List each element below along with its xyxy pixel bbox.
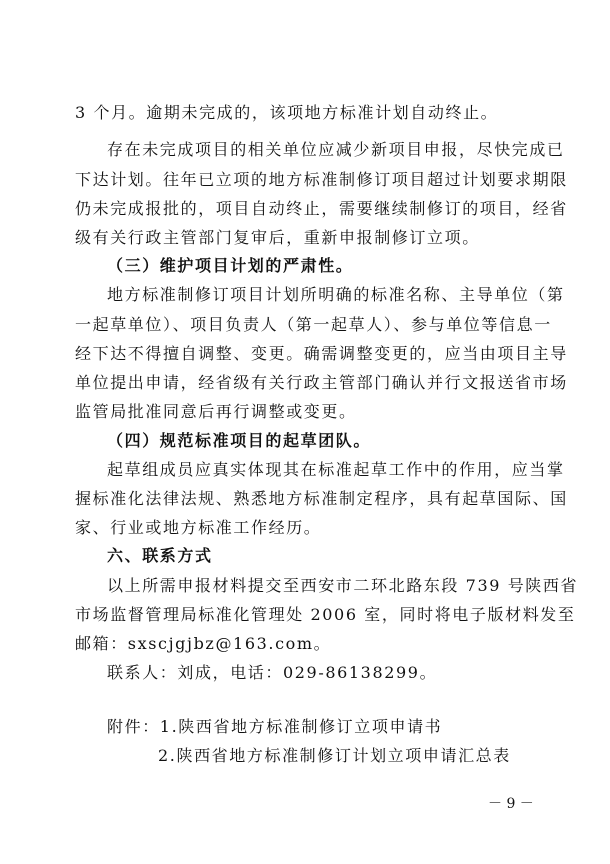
- section-heading: （三）维护项目计划的严肃性。: [107, 256, 354, 275]
- text-line: 地方标准制修订项目计划所明确的标准名称、主导单位（第: [107, 285, 565, 304]
- text-line: 以上所需申报材料提交至西安市二环北路东段 739 号陕西省: [107, 576, 579, 595]
- text-line: 仍未完成报批的，项目自动终止，需要继续制修订的项目，经省: [75, 199, 568, 218]
- attachment-item-2: 2.陕西省地方标准制修订计划立项申请汇总表: [158, 746, 511, 765]
- text-line: 一起草单位）、项目负责人（第一起草人）、参与单位等信息一: [75, 315, 552, 334]
- text-line: 市场监督管理局标准化管理处 2006 室，同时将电子版材料发至: [75, 605, 576, 624]
- section-heading: 六、联系方式: [107, 546, 213, 565]
- contact-line: 联系人：刘成，电话：029-86138299。: [107, 663, 438, 682]
- email-line: 邮箱：sxscjgjbz@163.com。: [75, 634, 332, 653]
- text-line: 握标准化法律法规、熟悉地方标准制定程序，具有起草国际、国: [75, 489, 568, 508]
- text-line: 存在未完成项目的相关单位应减少新项目申报，尽快完成已: [107, 140, 565, 159]
- text-line: 级有关行政主管部门复审后，重新申报制修订立项。: [75, 228, 480, 247]
- text-line: 单位提出申请，经省级有关行政主管部门确认并行文报送省市场: [75, 373, 568, 392]
- text-line: 家、行业或地方标准工作经历。: [75, 518, 322, 537]
- text-line: 起草组成员应真实体现其在标准起草工作中的作用，应当掌: [107, 460, 565, 479]
- attachment-item-1: 附件：1.陕西省地方标准制修订立项申请书: [107, 717, 443, 736]
- text-line: 3 个月。逾期未完成的，该项地方标准计划自动终止。: [75, 103, 499, 122]
- page-number: － 9 －: [488, 796, 534, 812]
- text-line: 经下达不得擅自调整、变更。确需调整变更的，应当由项目主导: [75, 344, 568, 363]
- text-line: 下达计划。往年已立项的地方标准制修订项目超过计划要求期限: [75, 170, 568, 189]
- text-line: 监管局批准同意后再行调整或变更。: [75, 402, 357, 421]
- section-heading: （四）规范标准项目的起草团队。: [107, 431, 372, 450]
